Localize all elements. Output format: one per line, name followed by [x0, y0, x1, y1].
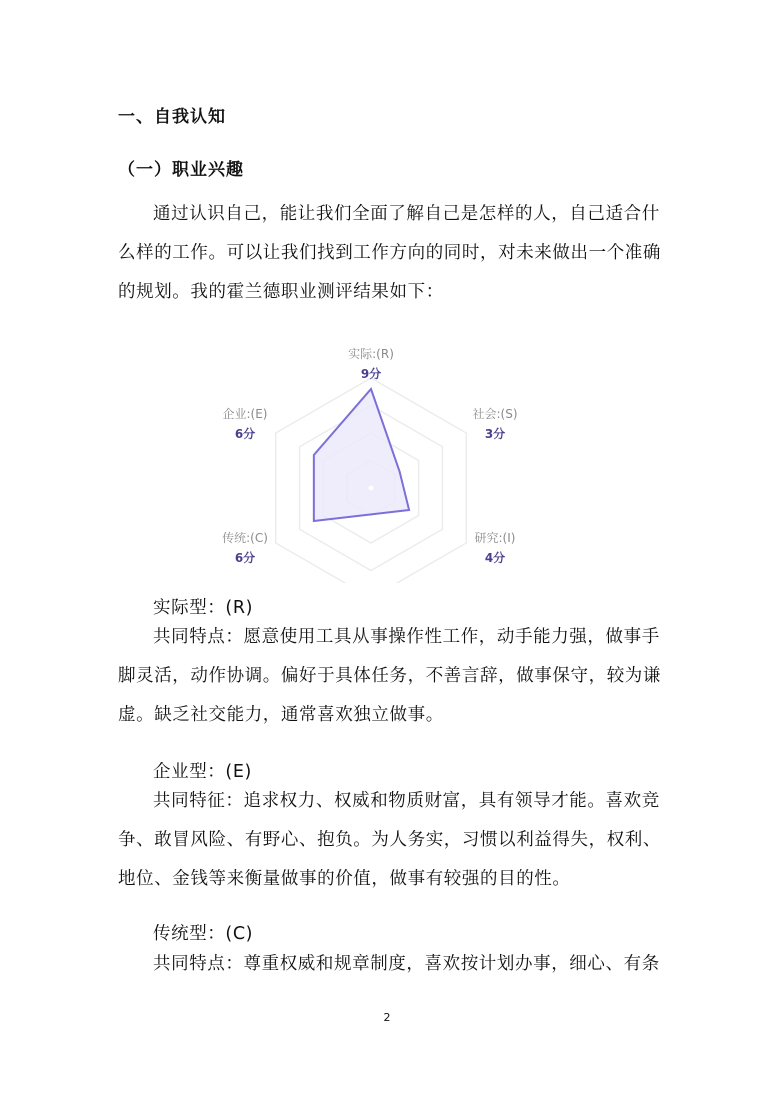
radar-axis-label: 社会:(S) [472, 407, 518, 421]
enterprising-type-description: 共同特征：追求权力、权威和物质财富，具有领导才能。喜欢竞争、敢冒风险、有野心、抱负。为人务实，习惯以利益得失，权利、地位、金钱等来衡量做事的价值，做事有较强的目的性。 [118, 791, 661, 889]
subsection-heading: （一）职业兴趣 [118, 160, 244, 180]
radar-axis-label: 企业:(E) [222, 407, 268, 421]
radar-axis-score: 4分 [484, 551, 506, 565]
realistic-type-description: 共同特点：愿意使用工具从事操作性工作，动手能力强，做事手脚灵活，动作协调。偏好于具体任务，不善言辞，做事保守，较为谦虚。缺乏社交能力，通常喜欢独立做事。 [118, 627, 661, 725]
radar-axis-score: 6分 [234, 551, 256, 565]
radar-axis-label: 研究:(I) [474, 531, 516, 545]
page-number: 2 [383, 1011, 391, 1024]
radar-data-polygon [314, 389, 409, 521]
radar-axis-score: 9分 [360, 367, 382, 381]
radar-axis-score: 6分 [234, 427, 256, 441]
conventional-type-description: 共同特点：尊重权威和规章制度，喜欢按计划办事，细心、有条 [153, 954, 660, 974]
radar-axis-label: 传统:(C) [222, 531, 268, 545]
conventional-type-label: 传统型：(C) [153, 924, 254, 944]
section-heading: 一、自我认知 [118, 107, 226, 127]
radar-axis-score: 3分 [484, 427, 506, 441]
radar-center-dot [369, 486, 374, 491]
holland-radar-chart [200, 338, 540, 583]
intro-paragraph: 通过认识自己，能让我们全面了解自己是怎样的人，自己适合什么样的工作。可以让我们找到工作方向的同时，对未来做出一个准确的规划。我的霍兰德职业测评结果如下： [118, 204, 661, 302]
enterprising-type-label: 企业型：(E) [153, 762, 252, 782]
radar-axis-label: 实际:(R) [348, 347, 394, 361]
realistic-type-label: 实际型：(R) [153, 598, 254, 618]
